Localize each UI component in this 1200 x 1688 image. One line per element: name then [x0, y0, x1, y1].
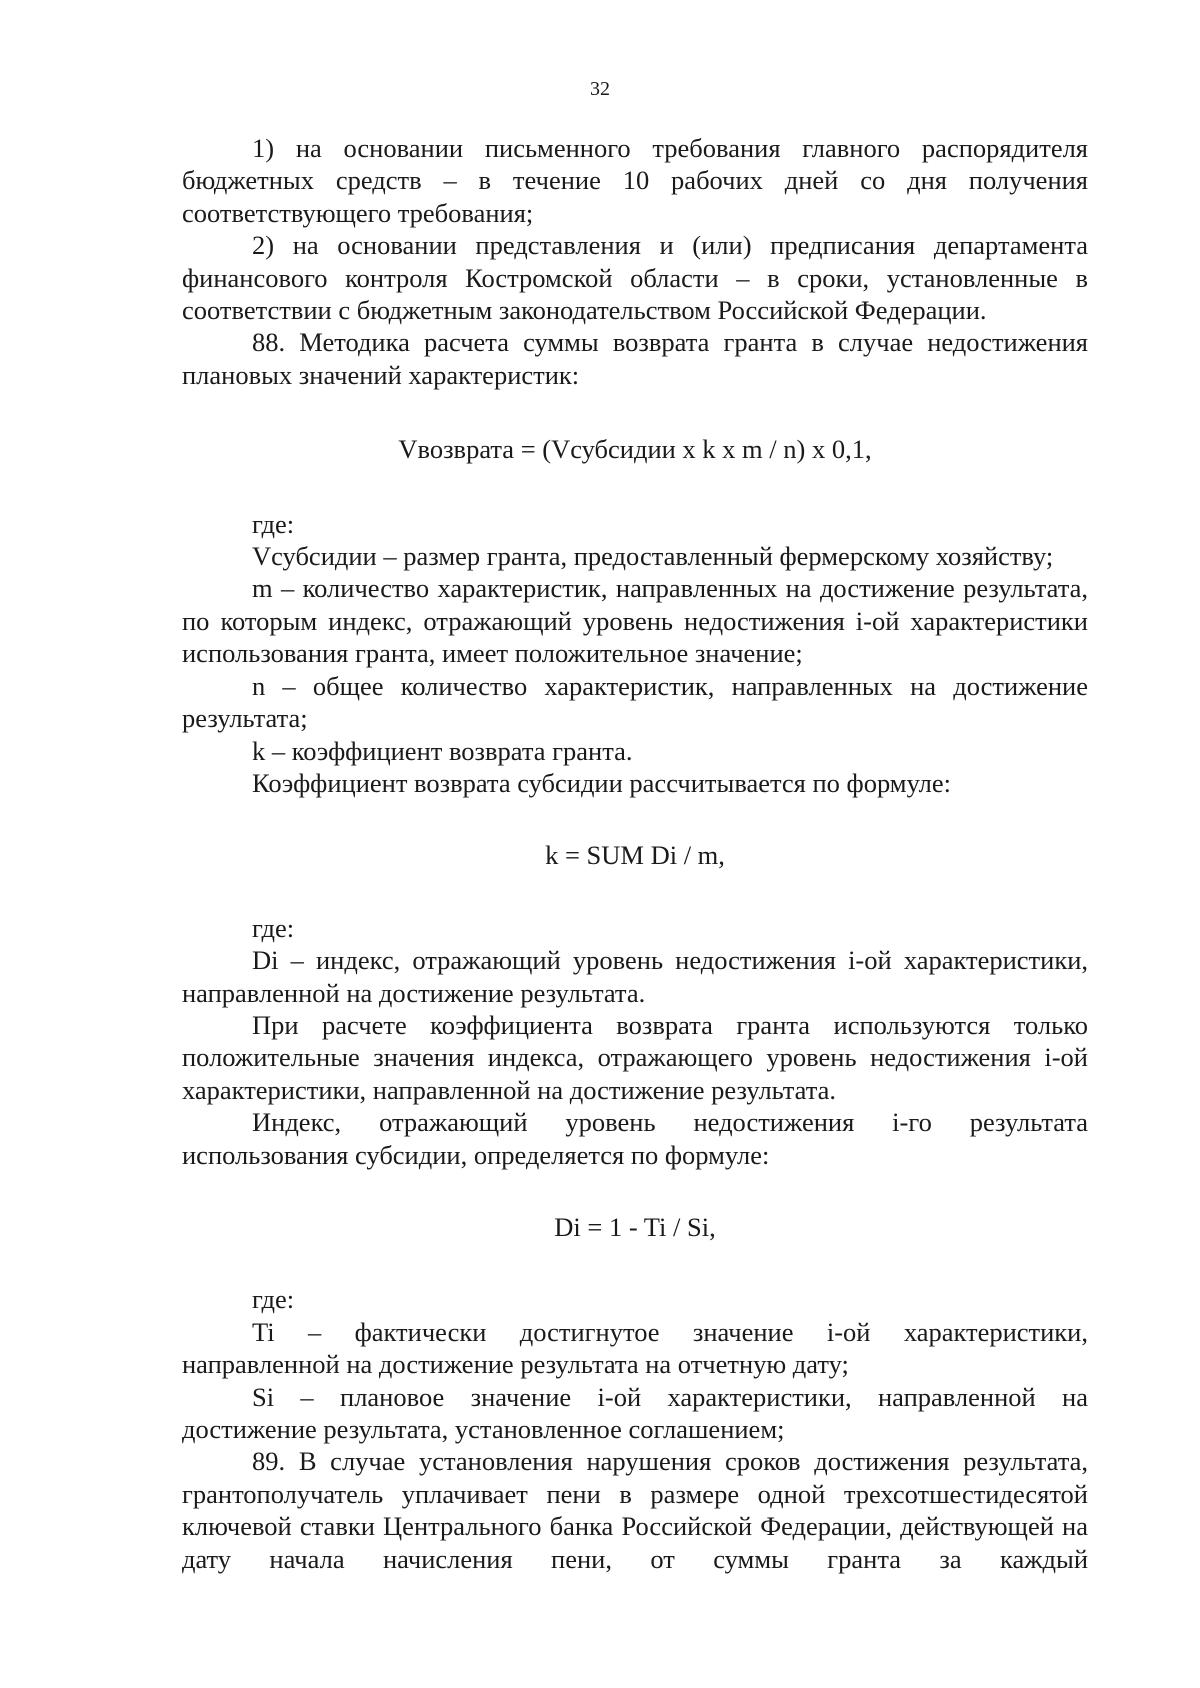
paragraph-1: 1) на основании письменного требования главного распорядителя бюджетных средств – в течение 10 рабочих дней со дня получения соответствующего требования; — [182, 133, 1088, 228]
page-number: 32 — [590, 78, 610, 100]
definition-k: k – коэффициент возврата гранта. — [252, 735, 633, 766]
paragraph-89: 89. В случае установления нарушения сроков достижения результата, грантополучатель уплачивает пени в размере одной трехсотшестидесятой ключевой ставки Центрального банка Российской Федерации, действующей на дату начала начисления пени, от суммы гранта за каждый — [182, 1446, 1088, 1574]
formula-index: Di = 1 - Ti / Si, — [554, 1211, 716, 1242]
formula-coefficient: k = SUM Di / m, — [545, 840, 725, 871]
definition-n: n – общее количество характеристик, направленных на достижение результата; — [182, 670, 1088, 734]
paragraph-index: Индекс, отражающий уровень недостижения i-го результата использования субсидии, определяется по формуле: — [182, 1107, 1088, 1170]
paragraph-coefficient: Коэффициент возврата субсидии рассчитывается по формуле: — [252, 767, 952, 798]
paragraph-2: 2) на основании представления и (или) предписания департамента финансового контроля Костромской области – в сроки, установленные в соответствии с бюджетным законодательством Российской Федерации. — [182, 230, 1088, 326]
definition-di: Di – индекс, отражающий уровень недостижения i-ой характеристики, направленной на достижение результата. — [182, 945, 1088, 1008]
paragraph-88: 88. Методика расчета суммы возврата гранта в случае недостижения плановых значений характеристик: — [182, 327, 1088, 390]
document-body — [182, 132, 1088, 1575]
paragraph-positive-values: При расчете коэффициента возврата гранта используются только положительные значения индекса, отражающего уровень недостижения i-ой характеристики, направленной на достижение результата. — [182, 1009, 1088, 1105]
definition-m: m – количество характеристик, направленных на достижение результата, по которым индекс, отражающий уровень недостижения i-ой характеристики использования гранта, имеет положительное значение; — [182, 573, 1088, 669]
where-label-2: где: — [252, 912, 295, 943]
where-label-3: где: — [252, 1284, 295, 1315]
formula-return-amount: Vвозврата = (Vсубсидии x k x m / n) x 0,1, — [398, 434, 872, 465]
definition-si: Si – плановое значение i-ой характеристики, направленной на достижение результата, установленное соглашением; — [182, 1381, 1088, 1444]
where-label-1: где: — [252, 508, 295, 539]
definition-v-subsidy: Vсубсидии – размер гранта, предоставленный фермерскому хозяйству; — [252, 541, 1054, 572]
definition-ti: Ti – фактически достигнутое значение i-ой характеристики, направленной на достижение результата на отчетную дату; — [182, 1316, 1088, 1380]
